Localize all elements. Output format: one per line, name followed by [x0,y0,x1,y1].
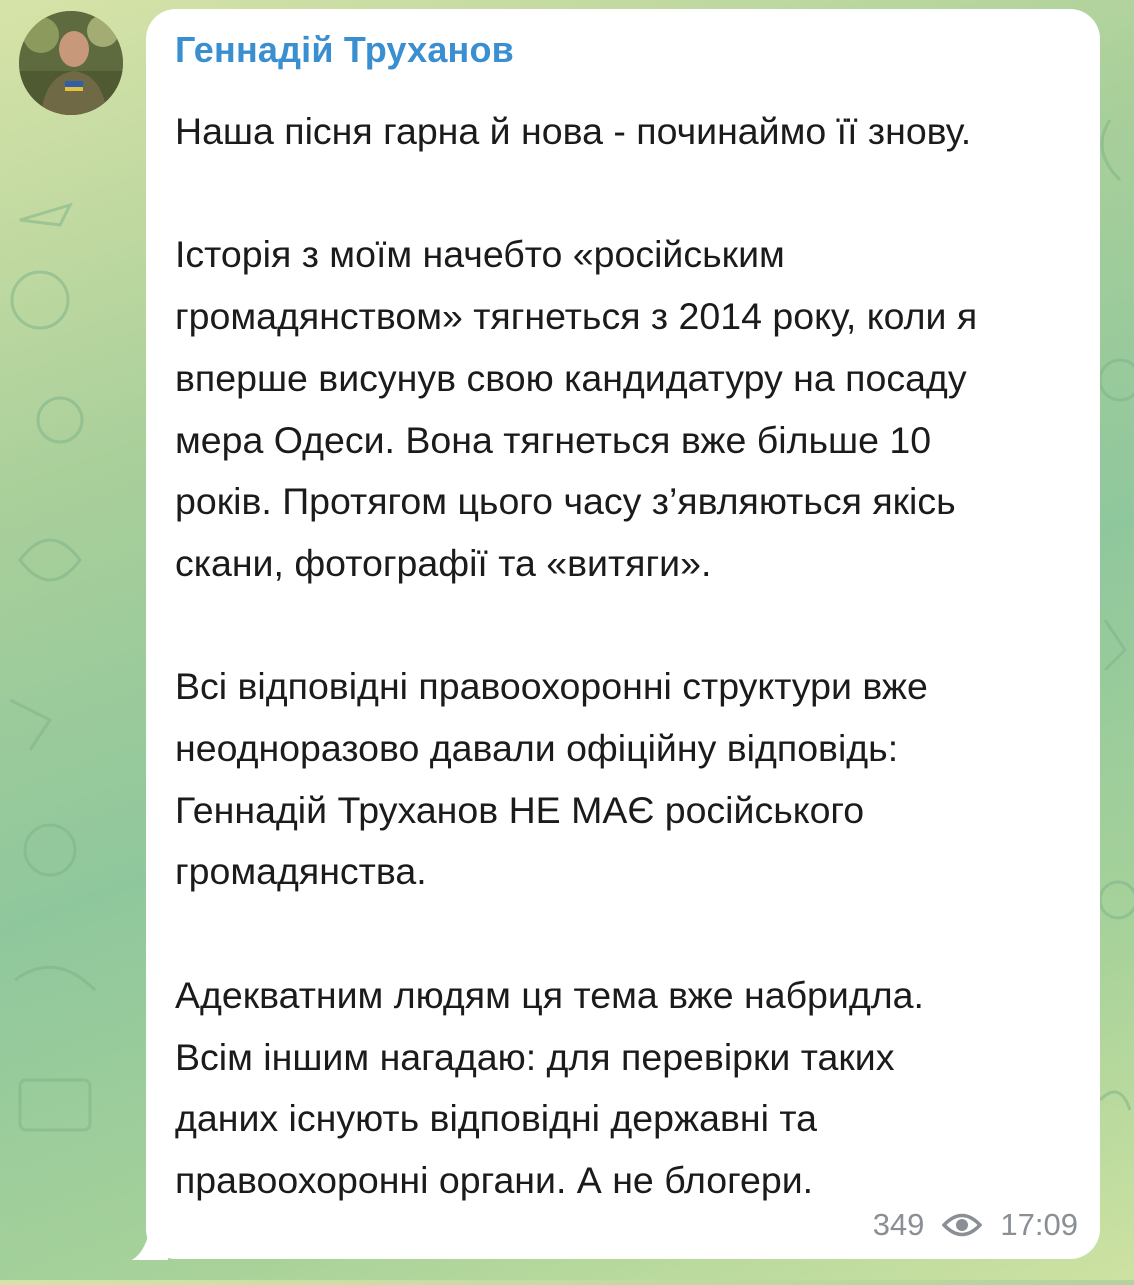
message-paragraph: Всі відповідні правоохоронні структури вже неодноразово давали офіційну відповідь: Геннадій Труханов НЕ МАЄ російського громадянства. [175,665,928,893]
view-count [873,1207,983,1243]
eye-icon [942,1212,982,1238]
message-paragraph: Адекватним людям ця тема вже набридла. Всім іншим нагадаю: для перевірки таких даних існують відповідні державні та правоохоронні органи. А не блогери. [175,973,924,1201]
message-paragraph: Наша пісня гарна й нова - починаймо її знову. [175,110,972,152]
view-count-value: 349 [872,1207,925,1242]
message-paragraph: Історія з моїм начебто «російським громадянством» тягнеться з 2014 року, коли я вперше висунув свою кандидатуру на посаду мера Одеси. Вона тягнеться вже більше 10 років. Протягом цього часу з’являються якісь скани, фотографії та «витяги». [175,233,978,584]
author-name[interactable]: Геннадій Труханов [175,29,515,70]
author-avatar[interactable] [19,11,123,115]
message-time: 17:09 [1000,1207,1078,1242]
message-text [175,101,1075,1212]
message-bubble[interactable] [146,9,1100,1259]
message-meta [873,1207,1078,1243]
